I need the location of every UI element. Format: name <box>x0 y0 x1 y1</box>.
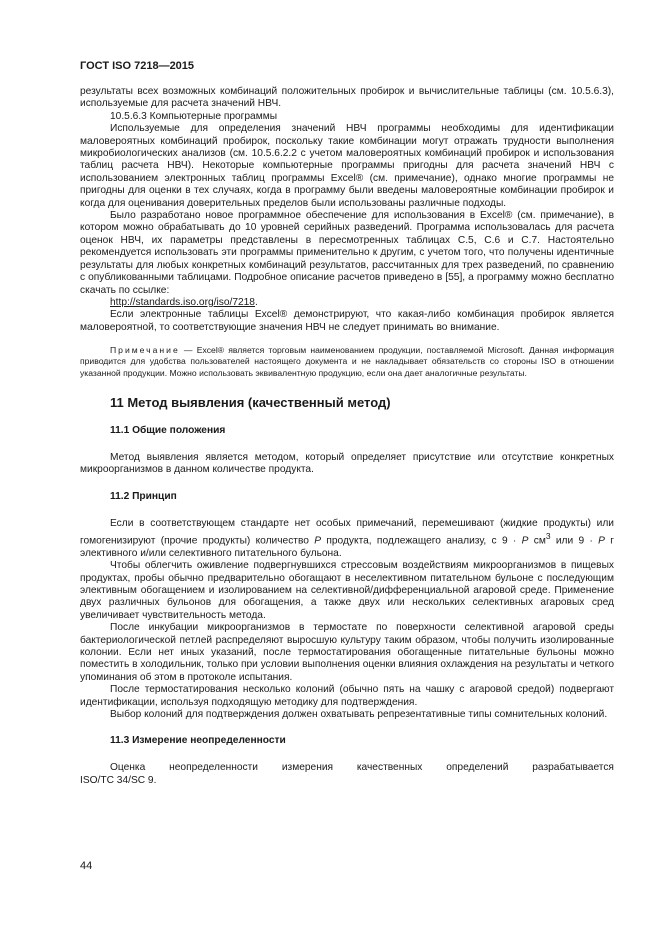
section-title-11: 11 Метод выявления (качественный метод) <box>110 394 391 410</box>
uncertainty-word: измерения <box>281 762 334 774</box>
note-paragraph <box>80 345 614 379</box>
download-link-line <box>80 297 614 309</box>
paragraph-uncertainty-line2: ISO/TC 34/SC 9. <box>80 774 157 786</box>
paragraph-general: Метод выявления является методом, который определяет присутствие или отсутствие конкретных микроорганизмов в данном количестве продукта. <box>80 451 614 476</box>
variable-p: P <box>314 535 322 547</box>
paragraph-programs-3: Если электронные таблицы Excel® демонстрируют, что какая-либо комбинация пробирок является маловероятной, то соответствующие значения НВЧ не следует принимать во внимание. <box>80 309 614 333</box>
subsection-title-10563: 10.5.6.3 Компьютерные программы <box>110 110 278 122</box>
uncertainty-word: неопределенности <box>169 762 258 774</box>
continuation-paragraph: результаты всех возможных комбинаций положительных пробирок и вычислительные таблицы (см. 10.5.6.3), используемые для расчета значений НВЧ. <box>80 86 614 110</box>
subsection-title-113: 11.3 Измерение неопределенности <box>110 735 286 747</box>
uncertainty-word: определений <box>446 762 509 774</box>
superscript-3: 3 <box>545 530 551 541</box>
paragraph-principle-4: После термостатирования несколько колоний (обычно пять на чашку с агаровой средой) подвергают идентификации, используя подходящую методику для подтверждения. <box>80 684 614 708</box>
note-text: — Excel® является торговым наименованием продукции, поставляемой Microsoft. Данная информация приводится для удобства пользователей настоящего документа и не накладывает обязательств со стороны ISO в отношении указанной продукции. Можно использовать эквивалентную продукцию, если она дает аналогичные результаты. <box>80 345 614 378</box>
page-number: 44 <box>80 860 93 872</box>
download-link[interactable]: http://standards.iso.org/iso/7218 <box>110 296 255 308</box>
principle-text-b: продукта, подлежащего анализу, с 9 · <box>321 535 522 547</box>
subsection-title-111: 11.1 Общие положения <box>110 424 226 436</box>
paragraph-principle-1 <box>80 518 614 561</box>
principle-text-d: или 9 · <box>550 535 599 547</box>
paragraph-principle-5: Выбор колоний для подтверждения должен охватывать репрезентативные типы сомнительных колоний. <box>110 709 608 721</box>
uncertainty-word: качественных <box>356 762 423 774</box>
uncertainty-word: разрабатывается <box>532 762 614 774</box>
uncertainty-word: Оценка <box>110 762 146 774</box>
download-link-tail: . <box>254 296 258 308</box>
document-header: ГОСТ ISO 7218—2015 <box>80 60 195 72</box>
principle-text-c: см <box>528 535 546 547</box>
paragraph-programs-1: Используемые для определения значений НВЧ программы необходимы для идентификации маловероятных комбинаций пробирок, поскольку такие комбинации могут отражать трудности выполнения микробиологических анализов (см. 10.5.6.2.2 с учетом маловероятных комбинаций пробирок и использования таблиц расчета НВЧ). Некоторые компьютерные программы пригодны для расчета значений НВЧ с использованием электронных таблиц программы Excel® (см. примечание), однако многие программы не пригодны для оценки в тех случаях, когда в программу были введены маловероятные комбинации пробирок и когда для оценивания доверительных пределов были использованы различные подходы. <box>80 123 614 209</box>
variable-p: P <box>521 535 529 547</box>
paragraph-programs-2: Было разработано новое программное обеспечение для использования в Excel® (см. примечание), в котором можно обрабатывать до 10 уровней серийных разведений. Программа использовалась для расчета оценок НВЧ, их параметры представлены в пересмотренных таблицах С.5, С.6 и С.7. Настоятельно рекомендуется использовать эти программы применительно к другим, с учетом того, что получены идентичные результаты для любых конкретных комбинаций результатов, рассчитанных для трех разведений, по сравнению с опубликованными таблицами. Подробное описание расчетов приведено в [55], а программу можно бесплатно скачать по ссылке: <box>80 210 614 296</box>
paragraph-principle-2: Чтобы облегчить оживление подвергнувшихся стрессовым воздействиям микроорганизмов в пищевых продуктах, пробы обычно предварительно обогащают в неселективном питательном бульоне с последующим элективным обогащением и изолированием на селективной/дифференциальной агаровой среде. Применение двух различных бульонов для обогащения, а также двух или нескольких селективных агаровых сред увеличивает чувствительность метода. <box>80 560 614 621</box>
variable-p: P <box>598 535 605 547</box>
principle-text-e: г элективного и/или селективного питательного бульона. <box>80 535 614 559</box>
note-label: Примечание <box>110 345 180 356</box>
subsection-title-112: 11.2 Принцип <box>110 490 177 502</box>
page-content <box>80 86 614 787</box>
principle-text-a: Если в соответствующем стандарте нет особых примечаний, перемешивают (жидкие продукты) или гомогенизируют (прочие продукты) количество <box>80 517 614 547</box>
paragraph-principle-3: После инкубации микроорганизмов в термостате по поверхности селективной агаровой среды бактериологической петлей распределяют выросшую культуру таким образом, чтобы получить изолированные колонии. Если нет иных указаний, после термостатирования обогащенные питательные бульоны можно поместить в холодильник, только при условии выполнения оценки влияния охлаждения на результаты и четкого упоминания об этом в протоколе испытания. <box>80 622 614 683</box>
paragraph-uncertainty-line1 <box>110 762 614 774</box>
